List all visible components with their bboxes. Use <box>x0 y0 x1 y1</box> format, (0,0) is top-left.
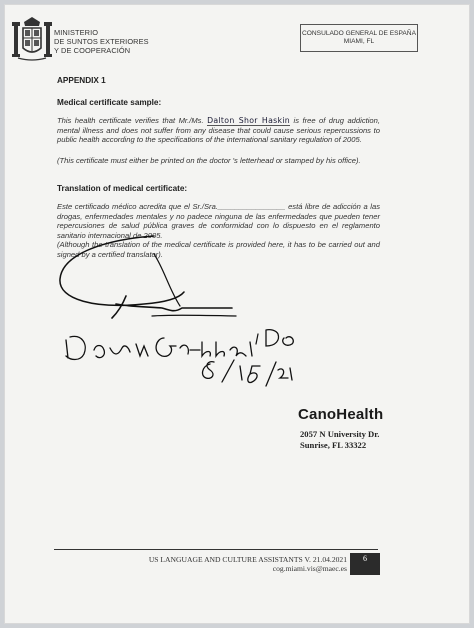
translation-note: (Although the translation of the medical certificate is provided here, it has to be carried out and signed by a certified translator). <box>57 240 380 259</box>
company-stamp-name: CanoHealth <box>298 406 384 423</box>
sample-paragraph <box>57 116 380 145</box>
document-page <box>4 4 470 624</box>
translation-heading: Translation of medical certificate: <box>57 184 188 193</box>
sample-text-end: is free of drug addiction, mental illness and does not suffer from any disease that could cause serious repercussions to public health according to the specifications of the international sanitary regulation of 2005. <box>57 116 380 145</box>
footer-email: cog.miami.vis@maec.es <box>272 564 347 574</box>
sample-text-start: This health certificate verifies that Mr./Ms. <box>57 116 204 125</box>
page-number: 6 <box>350 553 380 575</box>
patient-name-handwritten: Dalton Shor Haskin <box>207 116 291 125</box>
consulate-line: MIAMI, FL <box>343 38 375 46</box>
ministry-name <box>54 28 149 56</box>
address-line: Sunrise, FL 33322 <box>300 440 367 450</box>
ministry-line: Y DE COOPERACIÓN <box>54 46 131 56</box>
sample-heading: Medical certificate sample: <box>57 98 162 107</box>
appendix-title: APPENDIX 1 <box>57 76 106 85</box>
company-address <box>300 429 379 451</box>
footer-text <box>104 555 347 574</box>
footer-title: US LANGUAGE AND CULTURE ASSISTANTS V. 21.04.2021 <box>148 555 347 564</box>
address-line: 2057 N University Dr. <box>300 429 380 439</box>
consulate-box <box>300 24 418 52</box>
footer-divider <box>54 549 378 550</box>
sample-note: (This certificate must either be printed on the doctor 's letterhead or stamped by his office). <box>57 156 361 165</box>
spain-coat-of-arms-icon <box>10 16 54 64</box>
translation-paragraph: Este certificado médico acredita que el Sr./Sra.________________ está libre de adicción a las drogas, enfermedades mentales y no padece ninguna de las enfermedades que pueden tener repercusiones de salud pública graves de conformidad con lo dispuesto en el reglamento sanitario internacional de 2005. <box>57 202 380 240</box>
ministry-line: MINISTERIO <box>54 28 99 37</box>
handwritten-signature <box>4 4 470 624</box>
ministry-line: DE SUNTOS EXTERIORES <box>54 37 149 47</box>
consulate-line: CONSULADO GENERAL DE ESPAÑA <box>302 30 416 37</box>
